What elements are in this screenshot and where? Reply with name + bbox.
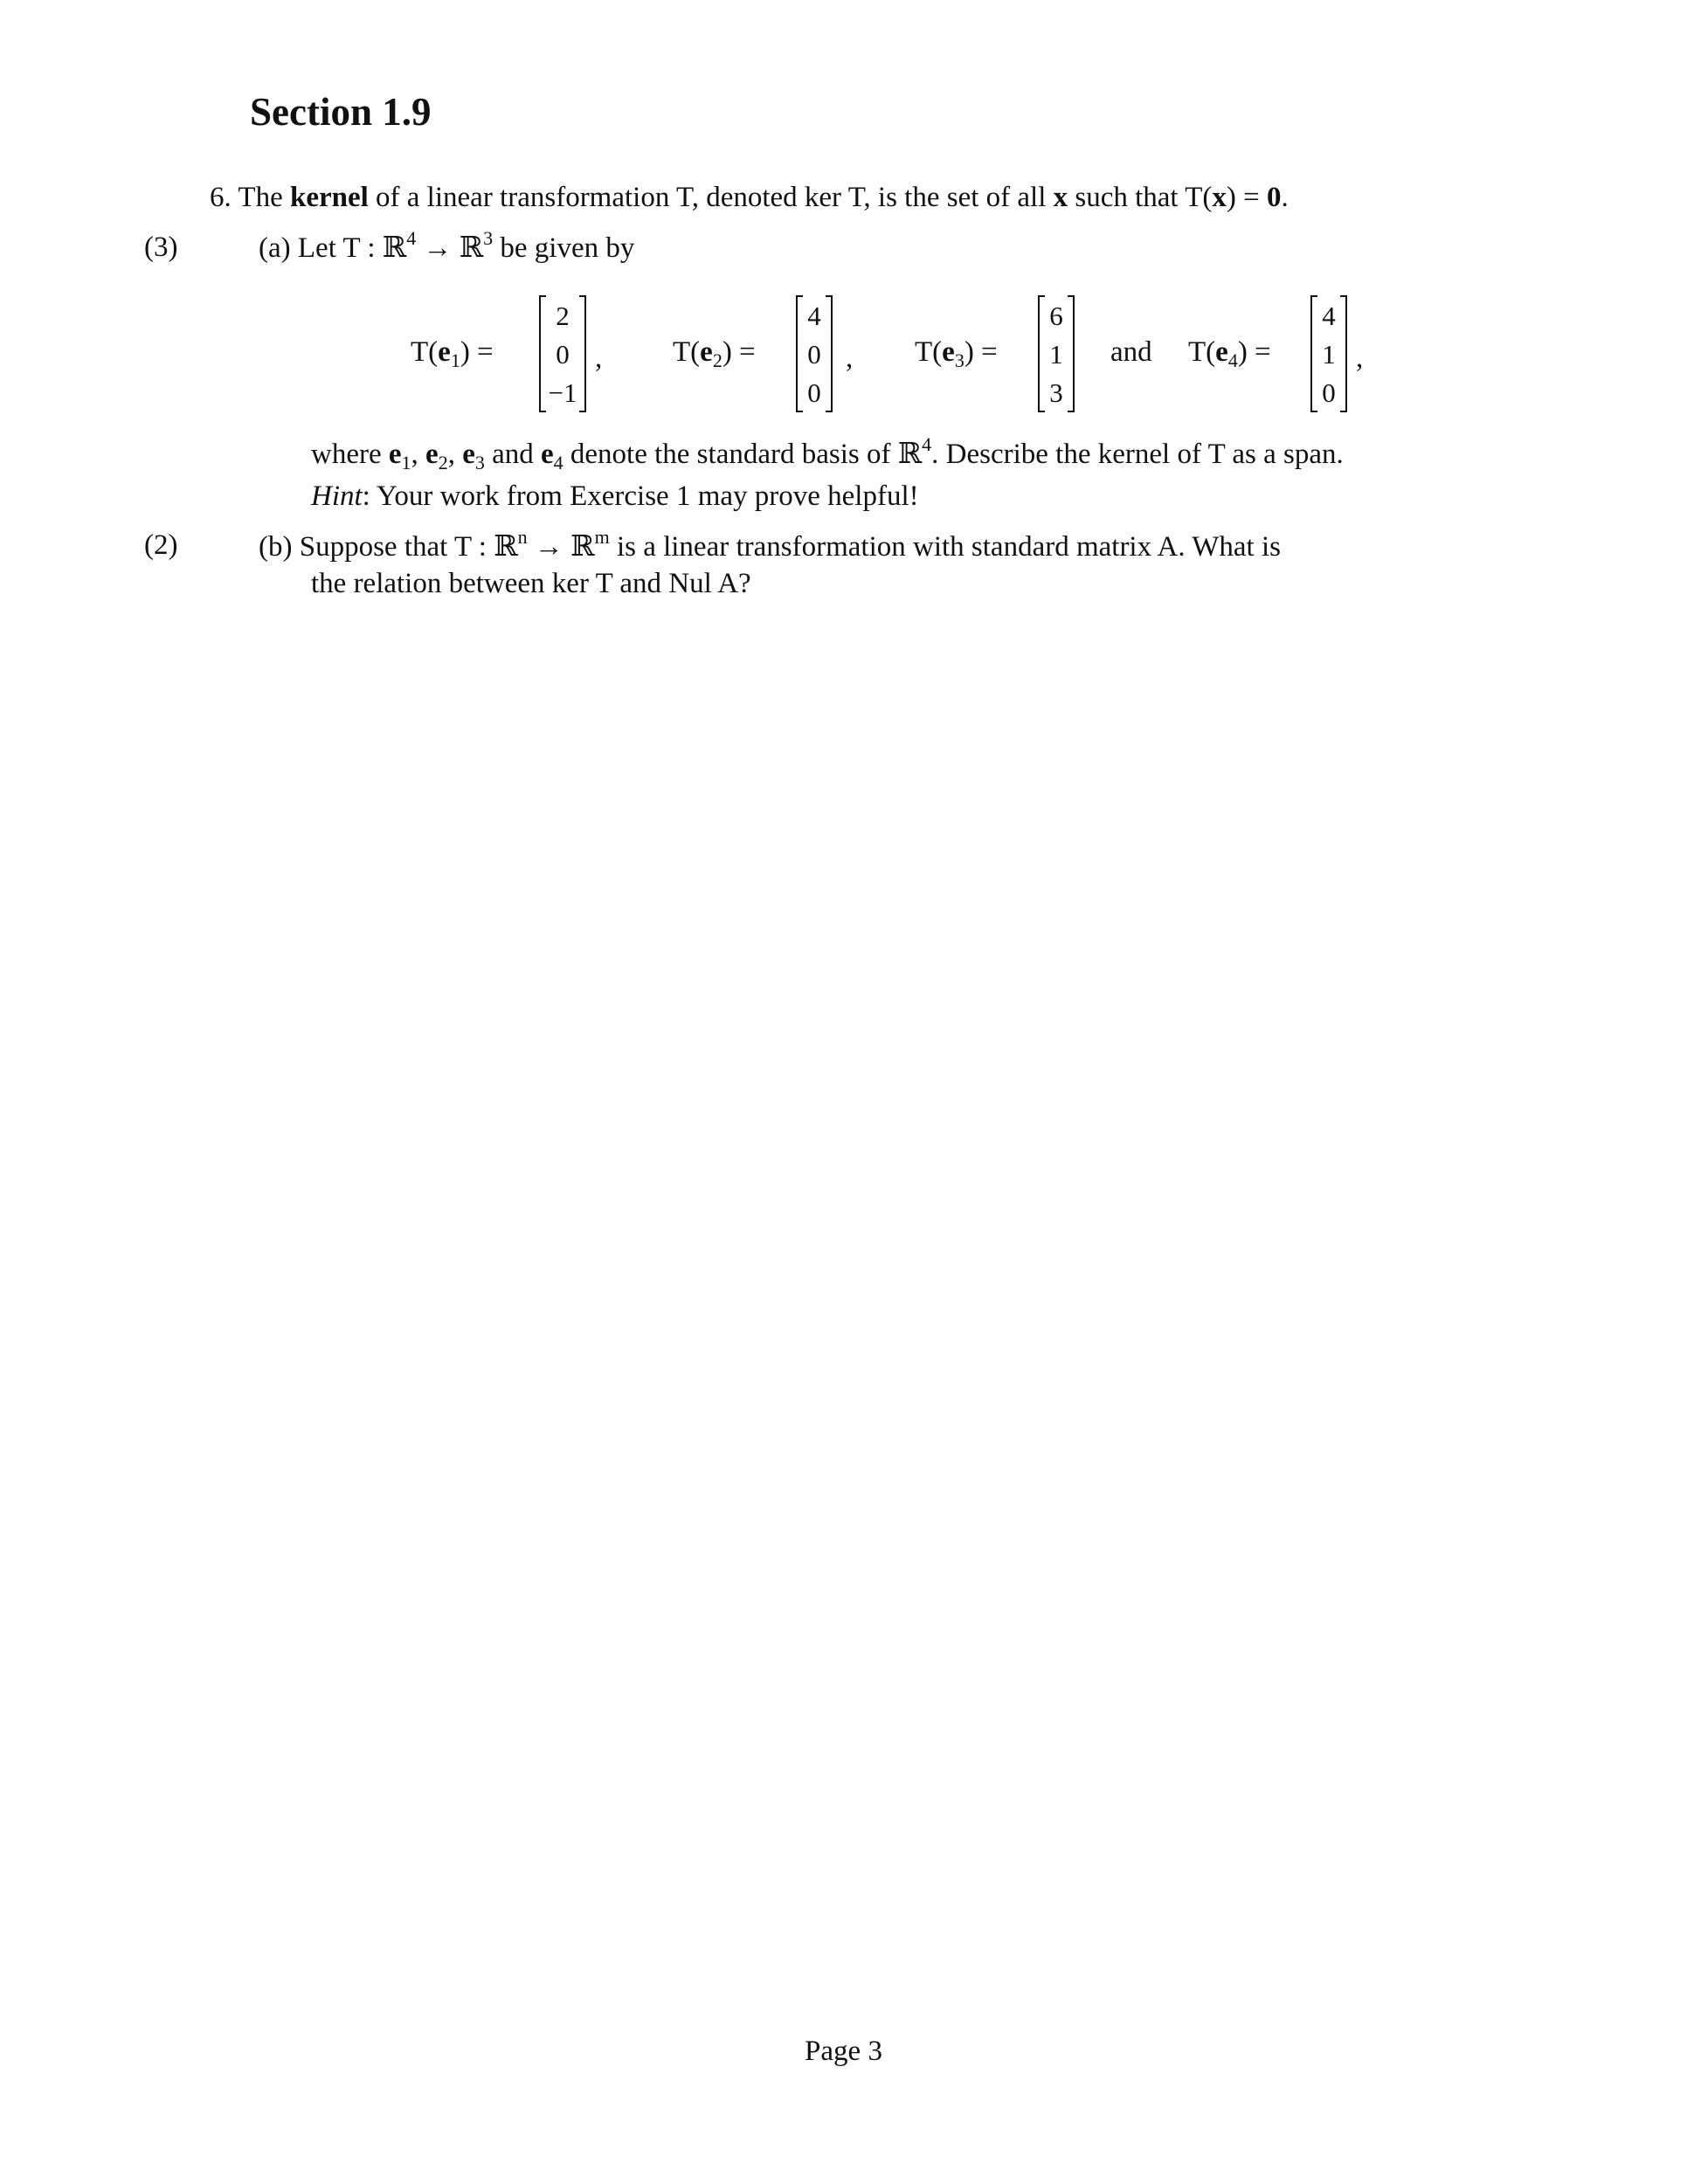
basis-index: 3 bbox=[954, 349, 964, 371]
lhs-post: ) = bbox=[1237, 336, 1271, 368]
basis-index: 4 bbox=[553, 452, 563, 473]
part-b-label: (b) bbox=[259, 531, 293, 563]
basis-e4: e bbox=[541, 439, 554, 470]
lhs-pre: T( bbox=[411, 336, 439, 368]
basis-e3: e bbox=[462, 439, 475, 470]
right-bracket bbox=[1068, 295, 1075, 412]
lhs-e3 bbox=[915, 336, 998, 369]
where-exponent: 4 bbox=[922, 433, 932, 455]
part-b-points: (2) bbox=[144, 529, 178, 561]
domain-exponent: 4 bbox=[406, 227, 417, 249]
lhs-pre: T( bbox=[915, 336, 943, 368]
basis-index: 3 bbox=[474, 452, 485, 473]
basis-index: 4 bbox=[1227, 349, 1238, 371]
codomain-exponent: 3 bbox=[483, 227, 494, 249]
separator-comma: , bbox=[1356, 342, 1364, 374]
m-exponent: m bbox=[594, 526, 610, 548]
lhs-e2 bbox=[673, 336, 756, 369]
vector-entry: 1 bbox=[1049, 339, 1063, 370]
vector-entry: 0 bbox=[807, 377, 821, 408]
right-bracket bbox=[579, 295, 586, 412]
lhs-post: ) = bbox=[460, 336, 494, 368]
part-a-text-pre: Let T : ℝ bbox=[297, 232, 407, 264]
part-a-arrow: → ℝ bbox=[416, 232, 484, 264]
intro-post: of a linear transformation T, denoted ker T, is the set of all bbox=[376, 182, 1047, 213]
vector-entry: 0 bbox=[807, 339, 821, 370]
part-a-text-post: be given by bbox=[493, 232, 635, 264]
basis-vector: e bbox=[700, 336, 713, 368]
basis-e2: e bbox=[425, 439, 439, 470]
basis-index: 2 bbox=[712, 349, 723, 371]
n-exponent: n bbox=[517, 526, 528, 548]
vector-definitions bbox=[0, 288, 1687, 419]
hint-line bbox=[311, 482, 919, 511]
vector-entry: 0 bbox=[1322, 377, 1336, 408]
intro-tail: such that T( bbox=[1075, 182, 1213, 213]
zero-vector: 0 bbox=[1267, 182, 1282, 213]
problem-number: 6. bbox=[210, 182, 232, 213]
part-a-line bbox=[259, 227, 635, 264]
separator-comma: , bbox=[595, 342, 603, 374]
and-word: and bbox=[1110, 336, 1152, 368]
lhs-e4 bbox=[1188, 336, 1271, 369]
basis-index: 1 bbox=[450, 349, 460, 371]
kernel-term: kernel bbox=[289, 182, 369, 213]
where-line: where $e_1$, $e_2$, $e_3$ and $e_4$ denote the standard basis of ℝ$^4$. Describe the kernel of T as a span. bbox=[311, 433, 1344, 473]
lhs-e1 bbox=[411, 336, 494, 369]
basis-index: 2 bbox=[438, 452, 448, 473]
intro-pre: The bbox=[238, 182, 283, 213]
intro-period: . bbox=[1281, 182, 1289, 213]
right-bracket bbox=[1340, 295, 1347, 412]
lhs-post: ) = bbox=[964, 336, 998, 368]
basis-e1: e bbox=[388, 439, 402, 470]
basis-index: 1 bbox=[401, 452, 411, 473]
right-bracket bbox=[826, 295, 833, 412]
hint-text: : Your work from Exercise 1 may prove helpful! bbox=[362, 480, 919, 512]
vector-entry: 2 bbox=[556, 301, 570, 331]
basis-vector: e bbox=[1215, 336, 1228, 368]
lhs-pre: T( bbox=[1188, 336, 1216, 368]
part-a-label: (a) bbox=[259, 232, 291, 264]
column-vector-e4 bbox=[1310, 295, 1347, 412]
where-pre: where bbox=[311, 439, 382, 470]
part-a-points: (3) bbox=[144, 232, 178, 263]
basis-vector: e bbox=[942, 336, 955, 368]
basis-vector: e bbox=[438, 336, 451, 368]
part-b-pre: Suppose that T : ℝ bbox=[299, 531, 518, 563]
intro-end: ) = bbox=[1226, 182, 1260, 213]
part-b-line-1 bbox=[259, 526, 1281, 563]
page-number: Page 3 bbox=[805, 2035, 882, 2067]
section-title: Section 1.9 bbox=[250, 90, 432, 134]
vector-x: x bbox=[1053, 182, 1068, 213]
problem-6-intro bbox=[210, 183, 1289, 212]
lhs-post: ) = bbox=[722, 336, 756, 368]
vector-entry: 3 bbox=[1049, 377, 1063, 408]
vector-entry: 4 bbox=[1322, 301, 1336, 331]
separator-comma: , bbox=[846, 342, 854, 374]
hint-label: Hint bbox=[311, 480, 363, 512]
vector-entry: −1 bbox=[548, 377, 577, 408]
lhs-pre: T( bbox=[673, 336, 701, 368]
column-vector-e2 bbox=[796, 295, 833, 412]
column-vector-e1 bbox=[539, 295, 586, 412]
where-and: and bbox=[492, 439, 534, 470]
where-post: . Describe the kernel of T as a span. bbox=[931, 439, 1344, 470]
part-b-line-2: the relation between ker T and Nul A? bbox=[311, 568, 751, 599]
vector-entry: 6 bbox=[1049, 301, 1063, 331]
part-b-arrow: → ℝ bbox=[527, 531, 595, 563]
vector-entry: 1 bbox=[1322, 339, 1336, 370]
column-vector-e3 bbox=[1038, 295, 1075, 412]
vector-entry: 4 bbox=[807, 301, 821, 331]
where-mid: denote the standard basis of ℝ bbox=[570, 439, 923, 470]
part-b-post: is a linear transformation with standard matrix A. What is bbox=[609, 531, 1281, 563]
vector-entry: 0 bbox=[556, 339, 570, 370]
vector-x2: x bbox=[1212, 182, 1227, 213]
